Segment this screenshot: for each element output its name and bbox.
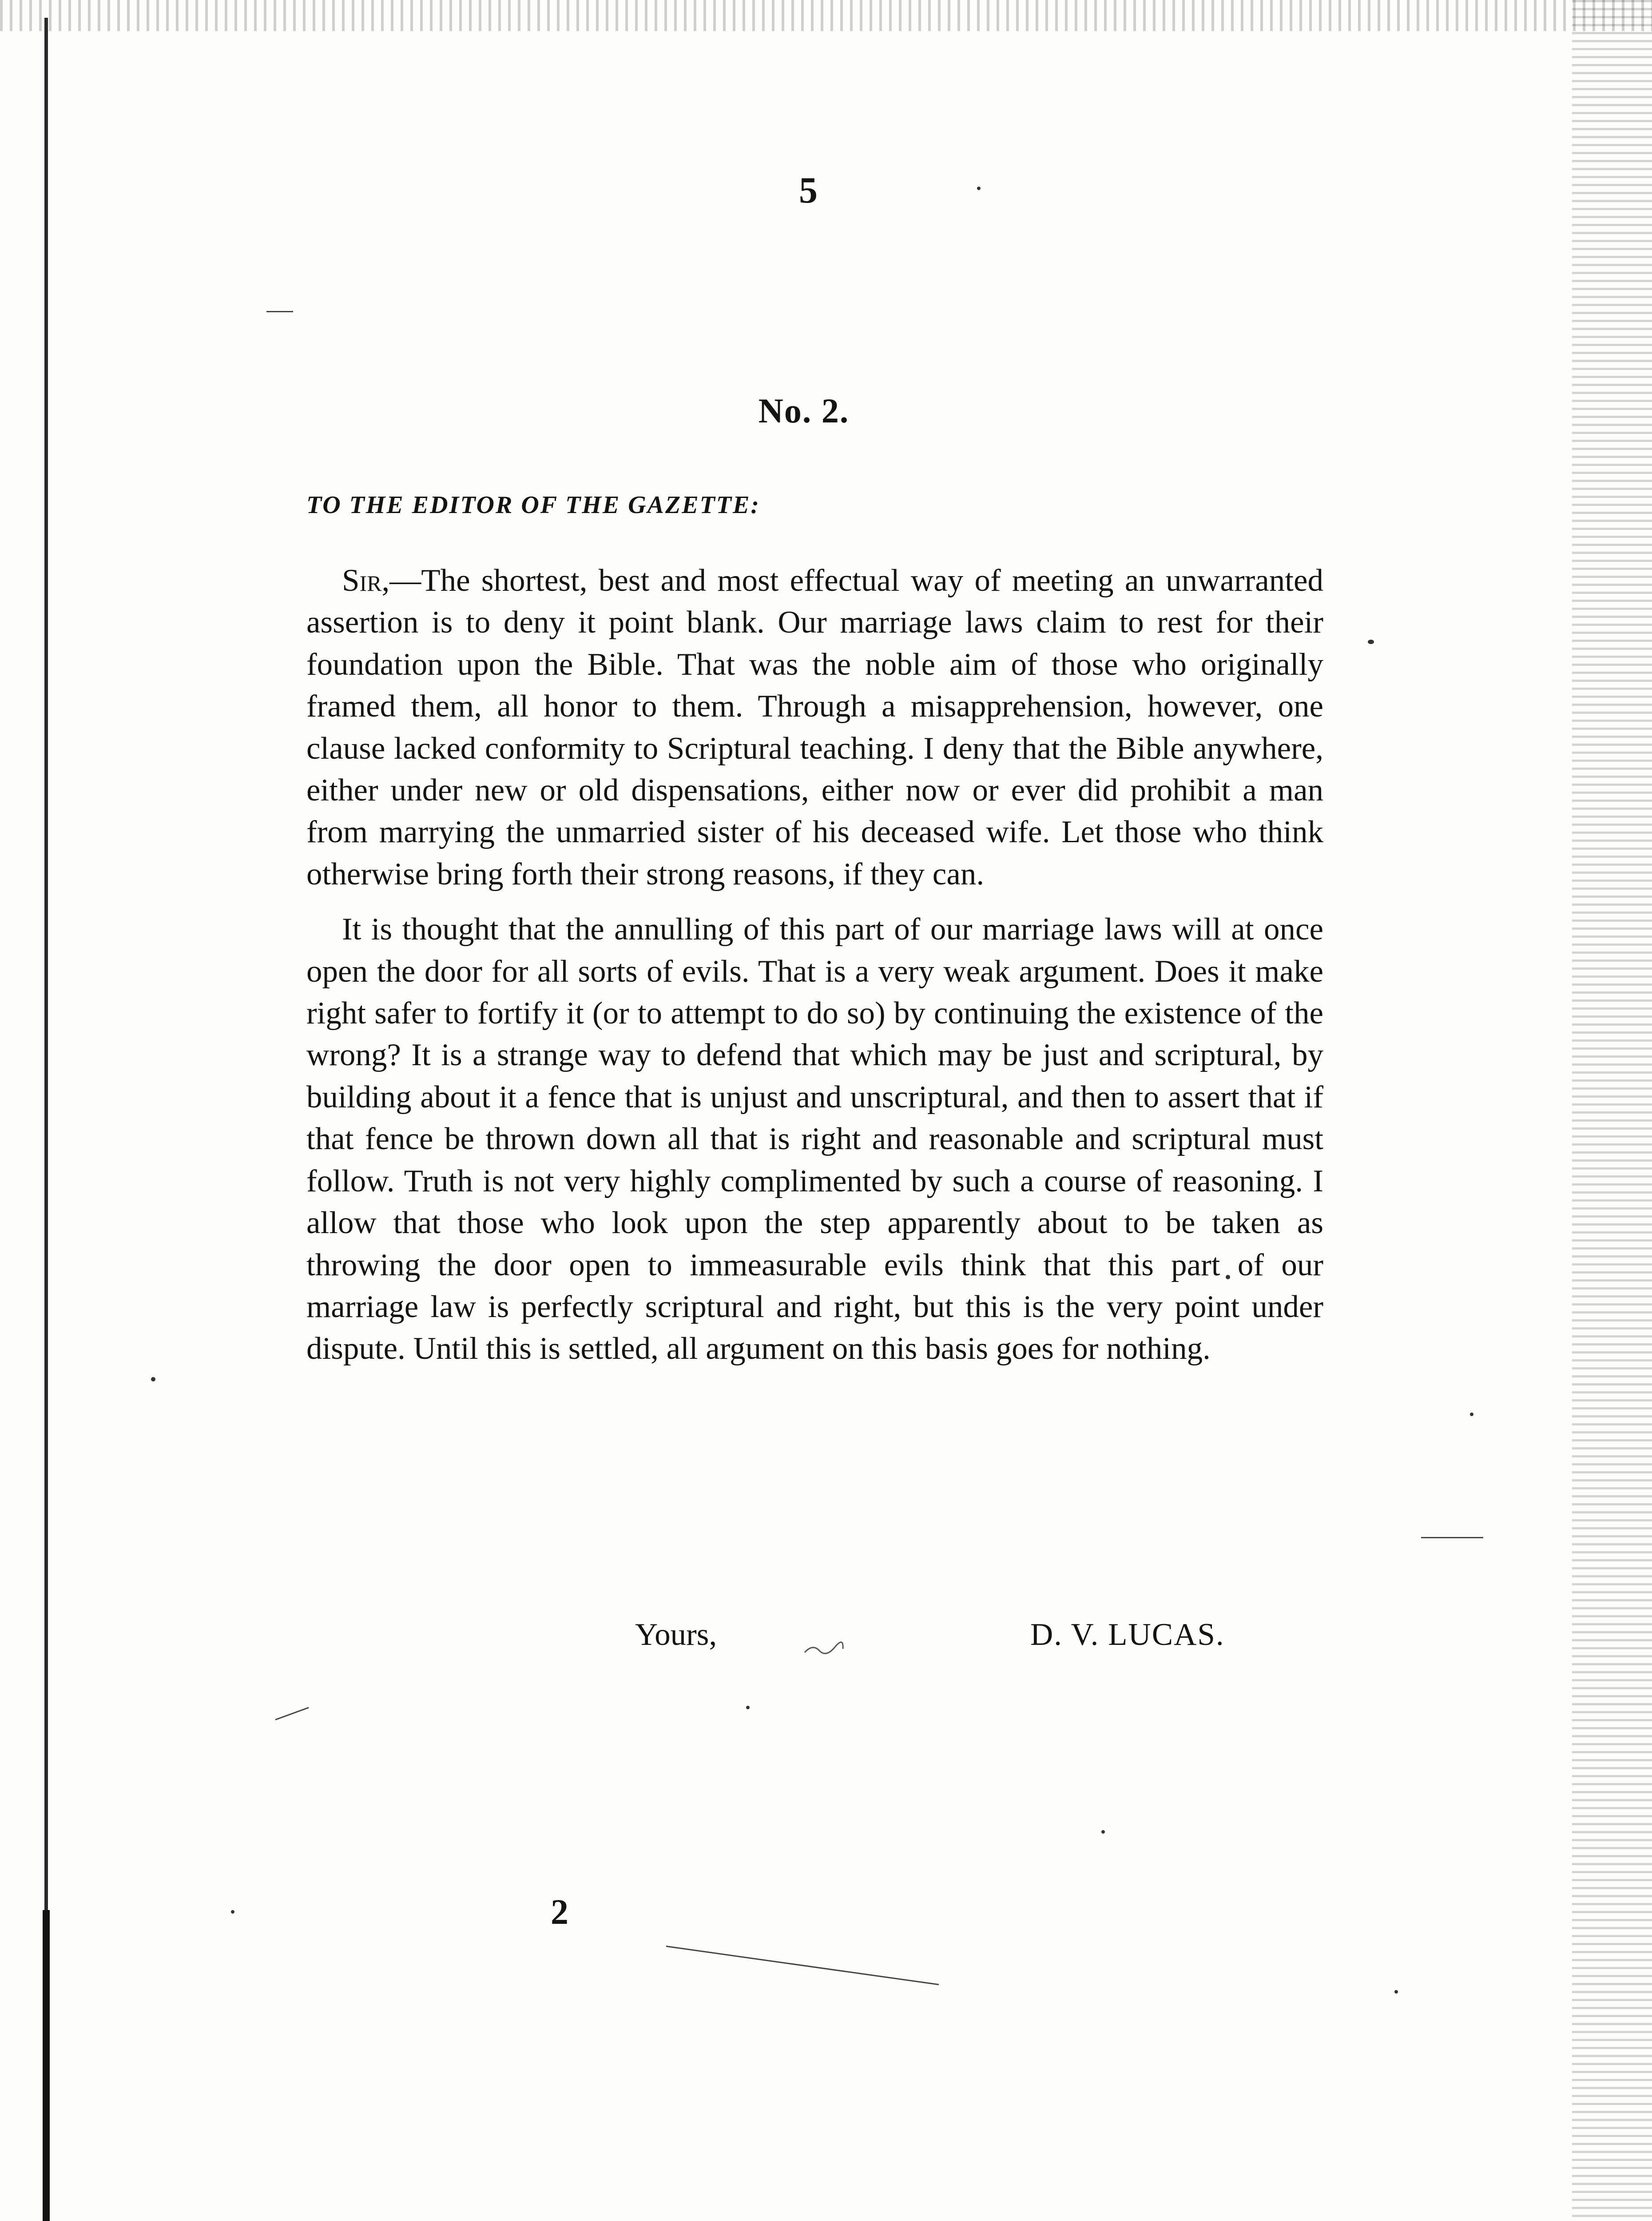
- signature-mark: 2: [551, 1893, 568, 1932]
- scan-stroke: [666, 1946, 939, 1985]
- scan-stroke: [266, 311, 293, 312]
- addressee-line: TO THE EDITOR OF THE GAZETTE:: [306, 491, 760, 519]
- closing-line: Yours,: [635, 1617, 717, 1652]
- scan-speck: [977, 187, 981, 190]
- scan-speck: [151, 1377, 155, 1381]
- scan-speck: [1368, 640, 1374, 644]
- salutation: Sir,: [342, 563, 390, 598]
- scan-edge-right: [1572, 0, 1652, 2221]
- scan-edge-top: [0, 0, 1652, 31]
- scan-speck: [1470, 1413, 1473, 1416]
- paragraph-2: It is thought that the annulling of this part of our marriage laws will at once open the door for all sorts of evils. That is a very weak argument. Does it make right safer to fortify it (or to attempt to do so) by continuing the existence of the wrong? It is a strange way to defend that which may be just and scriptural, by building about it a fence that is unjust and unscriptural, and then to assert that if that fence be thrown down all that is right and reasonable and scriptural must follow. Truth is not very highly complimented by such a course of reasoning. I allow that those who look upon the step apparently about to be taken as throwing the door open to immeasurable evils think that this part of our marriage law is perfectly scriptural and right, but this is the very point under dispute. Until this is settled, all argument on this basis goes for nothing.: [306, 912, 1323, 1366]
- scan-stroke: [1421, 1537, 1483, 1538]
- author-signature: D. V. LUCAS.: [1030, 1617, 1225, 1652]
- letter-body: [306, 560, 1323, 1370]
- paragraph-1: [306, 560, 1323, 895]
- scan-stroke: [275, 1707, 309, 1720]
- scan-speck: [1101, 1830, 1105, 1834]
- page-number: 5: [799, 170, 818, 211]
- scan-edge-left-shadow: [43, 1910, 50, 2221]
- scan-speck: [231, 1910, 234, 1914]
- scan-speck: [746, 1706, 750, 1709]
- document-number-heading: No. 2.: [758, 391, 850, 430]
- scan-edge-left: [44, 18, 48, 2221]
- ink-flourish: [804, 1639, 844, 1657]
- paragraph-1-text: —The shortest, best and most effectual way of meeting an unwarranted assertion is to deny it point blank. Our marriage laws claim to rest for their foundation upon the Bible. That was the noble aim of those who originally framed them, all honor to them. Through a misapprehension, however, one clause lacked conformity to Scriptural teaching. I deny that the Bible anywhere, either under new or old dispensations, either now or ever did prohibit a man from marrying the unmarried sister of his deceased wife. Let those who think otherwise bring forth their strong reasons, if they can.: [306, 563, 1323, 892]
- scan-speck: [1394, 1990, 1398, 1994]
